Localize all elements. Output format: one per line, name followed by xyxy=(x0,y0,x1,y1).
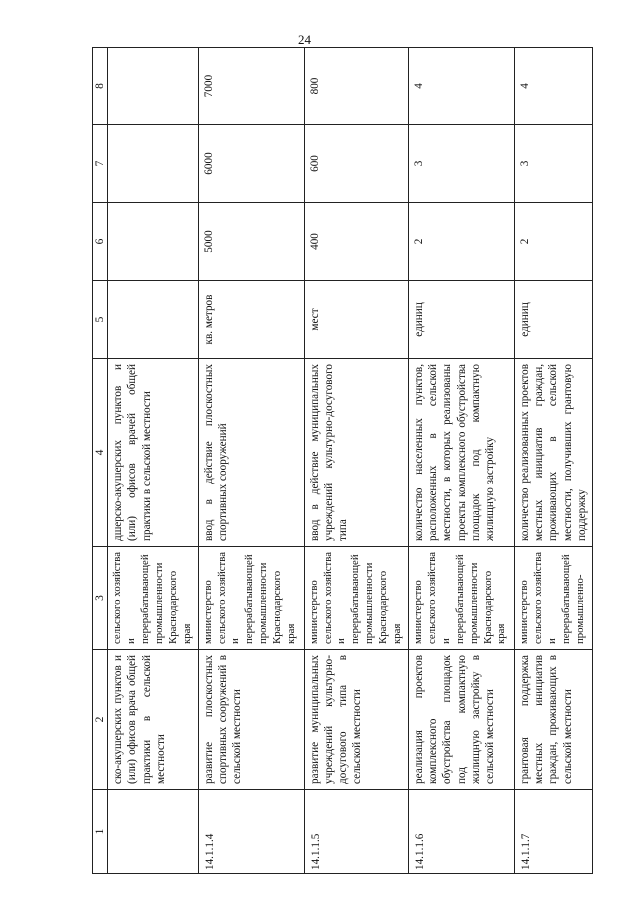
activity-name-cell: развитие муниципальных учреждений культурно-досугового типа в сельской местности xyxy=(304,650,408,790)
row-number-cell: 14.1.1.4 xyxy=(198,790,304,874)
value-cell xyxy=(108,48,198,125)
header-cell: 3 xyxy=(93,547,108,650)
activity-name-cell: ско-акушерских пунктов и (или) офисов врача общей практики в сельской местности xyxy=(108,650,198,790)
value-cell: 600 xyxy=(304,125,408,203)
value-cell: 7000 xyxy=(198,48,304,125)
value-cell: 400 xyxy=(304,203,408,281)
unit-cell: единиц xyxy=(514,281,592,359)
value-cell: 2 xyxy=(514,203,592,281)
value-cell: 2 xyxy=(408,203,514,281)
rotated-table-container xyxy=(92,48,588,874)
table-row xyxy=(408,48,514,874)
header-cell: 8 xyxy=(93,48,108,125)
unit-cell: кв. метров xyxy=(198,281,304,359)
row-number-cell xyxy=(108,790,198,874)
table-row xyxy=(304,48,408,874)
row-number-cell: 14.1.1.6 xyxy=(408,790,514,874)
value-cell: 3 xyxy=(514,125,592,203)
indicator-cell: количество реализованных проектов местных инициатив граждан, проживающих в сельской местности, получивших грантовую поддержку xyxy=(514,359,592,547)
table-row xyxy=(198,48,304,874)
executor-cell: министерство сельского хозяйства и перерабатывающей промышленности Краснодарского края xyxy=(408,547,514,650)
activity-name-cell: реализация проектов комплексного обустройства площадок под компактную жилищную застройку в сельской местности xyxy=(408,650,514,790)
indicator-cell: ввод в действие плоскостных спортивных сооружений xyxy=(198,359,304,547)
executor-cell: сельского хозяйства и перерабатывающей промышленности Краснодарского края xyxy=(108,547,198,650)
unit-cell: единиц xyxy=(408,281,514,359)
header-cell: 5 xyxy=(93,281,108,359)
table-header-row xyxy=(93,48,108,874)
indicator-cell: дшерско-акушерских пунктов и (или) офисов врачей общей практики в сельской местности xyxy=(108,359,198,547)
indicators-table xyxy=(92,47,593,874)
indicator-cell: ввод в действие муниципальных учреждений культурно-досугового типа xyxy=(304,359,408,547)
header-cell: 6 xyxy=(93,203,108,281)
row-number-cell: 14.1.1.5 xyxy=(304,790,408,874)
indicator-cell: количество населенных пунктов, расположенных в сельской местности, в которых реализованы проекты комплексного обустройства площадок под компактную жилищную застройку xyxy=(408,359,514,547)
executor-cell: министерство сельского хозяйства и перерабатывающей промышленности Краснодарского края xyxy=(304,547,408,650)
value-cell xyxy=(108,125,198,203)
executor-cell: министерство сельского хозяйства и перерабатывающей промышленно- xyxy=(514,547,592,650)
value-cell: 3 xyxy=(408,125,514,203)
value-cell: 800 xyxy=(304,48,408,125)
value-cell: 5000 xyxy=(198,203,304,281)
row-number-cell: 14.1.1.7 xyxy=(514,790,592,874)
value-cell: 4 xyxy=(514,48,592,125)
page-number: 24 xyxy=(298,32,311,47)
header-cell: 4 xyxy=(93,359,108,547)
value-cell: 4 xyxy=(408,48,514,125)
executor-cell: министерство сельского хозяйства и перерабатывающей промышленности Краснодарского края xyxy=(198,547,304,650)
header-cell: 7 xyxy=(93,125,108,203)
activity-name-cell: грантовая поддержка местных инициатив граждан, проживающих в сельской местности xyxy=(514,650,592,790)
value-cell: 6000 xyxy=(198,125,304,203)
table-row xyxy=(108,48,198,874)
unit-cell: мест xyxy=(304,281,408,359)
value-cell xyxy=(108,203,198,281)
unit-cell xyxy=(108,281,198,359)
table-row xyxy=(514,48,592,874)
activity-name-cell: развитие плоскостных спортивных сооружений в сельской местности xyxy=(198,650,304,790)
header-cell: 2 xyxy=(93,650,108,790)
header-cell: 1 xyxy=(93,790,108,874)
